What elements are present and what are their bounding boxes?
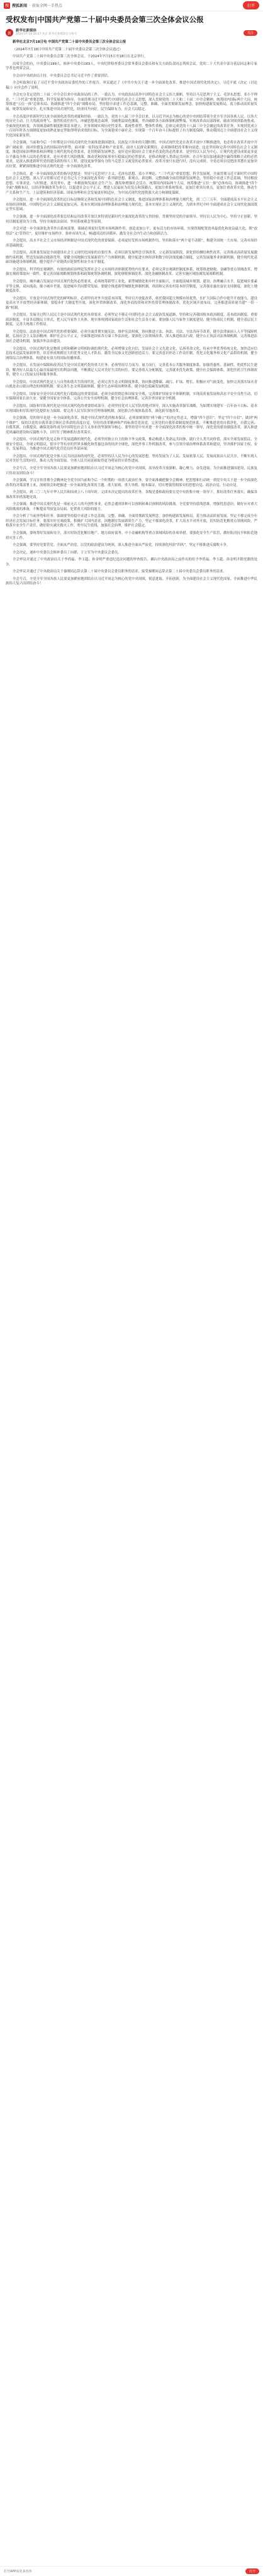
article-paragraph: 全会提出，城乡融合发展是中国式现代化的必然要求。必须统筹新型工业化、新型城镇化和乡村全面振兴，全面提高城乡规划、建设、治理融合水平，促进城乡要素平等交换、双向流动，缩小城乡差别，促进城乡共同繁荣发展。要健全推进新型城镇化体制机制，巩固和完善农村基本经营制度，完善强农惠农富农支持制度，深化土地制度改革。 xyxy=(6,279,257,294)
article-paragraph: 全会分析了当前形势和任务。强调要坚持稳中求进工作总基调，完整、准确、全面贯彻新发展理念，加快构建新发展格局，着力推动高质量发展，坚定不移完成全年经济社会发展目标任务。要落实好宏观政策，积极扩大国内需求，因地制宜发展新质生产力，坚定不移深化改革，扩大高水平对外开放，切实防范化解重点领域风险，严格落实安全生产责任，做好防灾减灾救灾工作，兜牢民生底线，加强社会治理，维护社会稳定。 xyxy=(6,514,257,528)
open-app-bottom-button[interactable]: 打开 xyxy=(245,2568,259,2574)
article-paragraph: 全会号召，全党全军全国各族人民要更加紧密地团结在以习近平同志为核心的党中央周围，高举改革开放旗帜，凝心聚力、奋发进取，为全面推进强国建设、民族复兴伟业而团结奋斗！ xyxy=(6,467,257,475)
bottom-bar xyxy=(0,2566,263,2576)
article-paragraph: 全会充分肯定党的二十届二中全会以来中央政治局的工作。一致认为，中央政治局高举中国特色社会主义伟大旗帜，坚持以马克思列宁主义、毛泽东思想、邓小平理论、“三个代表”重要思想、科学发展观为指导，全面贯彻习近平新时代中国特色社会主义思想，深入贯彻党的二十大和二十届二中全会精神，统筹国内国际两个大局，统筹推进“五位一体”总体布局、协调推进“四个全面”战略布局，坚持稳中求进工作总基调，完整、准确、全面贯彻新发展理念，加快构建新发展格局，着力推动高质量发展，统筹发展和安全，扎实推进中国式现代化，经济回升向好，民生保障有力，社会大局稳定。 xyxy=(6,93,257,112)
article-paragraph: 全会提出，高水平社会主义市场经济体制是中国式现代化的重要保障。必须更好发挥市场机制作用，坚持和落实“两个毫不动摇”，构建全国统一大市场，完善市场经济基础制度。 xyxy=(6,239,257,248)
article-body xyxy=(6,55,257,587)
article-paragraph: 中国共产党第二十届中央委员会第三次全体会议，于2024年7月15日至18日在北京举行。 xyxy=(13,55,148,59)
article-paragraph: 全会审议并通过了中央政治局关于李尚福、李玉超、孙金明严重违纪违法问题的审查报告，确认中央政治局之前作出的给予李尚福、李玉超、孙金明开除党籍的处分。 xyxy=(6,558,257,567)
article-paragraph: 全会提出，高质量发展是全面建设社会主义现代化国家的首要任务。必须以新发展理念引领改革，立足新发展阶段，深化供给侧结构性改革，完善推动高质量发展激励约束机制，塑造发展新动能新优势。要健全因地制宜发展新质生产力体制机制，健全促进实体经济和数字经济深度融合制度，完善发展服务业体制机制，健全现代化基础设施建设体制机制，健全提升产业链供应链韧性和安全水平制度。 xyxy=(6,251,257,265)
article-paragraph: 全会强调，学习宣传贯彻全会精神是全党全国当前和今后一个时期的一项重大政治任务。要全面准确把握全会精神，把思想和行动统一到党中央关于进一步全面深化改革的决策部署上来，深刻领会和把握进一步全面深化改革的主题、重大原则、重大举措、根本保证，切实增强贯彻落实的思想自觉、政治自觉、行动自觉。 xyxy=(6,479,257,487)
article-paragraph: 全会强调，进一步全面深化改革要总结和运用改革开放以来特别是新时代全面深化改革的宝贵经验，贯彻坚持党的全面领导、坚持以人民为中心、坚持守正创新、坚持以制度建设为主线、坚持全面依法治国、坚持系统观念等原则。 xyxy=(6,214,257,224)
sohu-logo-icon: 搜 xyxy=(4,3,10,9)
article-paragraph: 全会提出，发展全过程人民民主是中国式现代化的本质要求。必须坚定不移走中国特色社会主义政治发展道路，坚持和完善我国根本政治制度、基本政治制度、重要政治制度，丰富各层级民主形式，把人民当家作主具体、现实体现到国家政治生活和社会生活各方面。要加强人民当家作主制度建设，健全协商民主机制，健全基层民主制度，完善大统战工作格局。 xyxy=(6,313,257,327)
article-paragraph: 全会强调，当前和今后一个时期是以中国式现代化全面推进强国建设、民族复兴伟业的关键时期。中国式现代化是在改革开放中不断推进的，也必将在改革开放中开辟广阔前景。面对纷繁复杂的国际国内形势，面对新一轮科技革命和产业变革，面对人民群众新期待，必须继续把改革推向前进。这是坚持和完善中国特色社会主义制度、推进国家治理体系和治理能力现代化的必然要求，是贯彻新发展理念、更好适应我国社会主要矛盾变化的必然要求，是坚持以人民为中心、让现代化建设成果更多更公平惠及全体人民的必然要求，是应对重大风险挑战、推动党和国家事业行稳致远的必然要求，是推动构建人类命运共同体、在百年变局加速演进中赢得战略主动的必然要求，是深入推进新时代党的建设新的伟大工程、建设更加坚强有力的马克思主义政党的必然要求。改革开放只有进行时，没有完成时。全党必须自觉把改革摆在更加突出位置，紧紧围绕推进中国式现代化进一步全面深化改革。 xyxy=(6,141,257,169)
article-paragraph: 全会对进一步全面深化改革作出系统部署，强调必须更好发挥市场机制作用，创造更加公平、更有活力的市场环境，实现资源配置效率最优化和效益最大化，既“放得活”又“管得住”，更好维护市场秩序、弥补市场失灵，畅通国民经济循环，激发全社会内生动力和创新活力。 xyxy=(6,227,257,236)
author-bar xyxy=(6,28,257,38)
article-paragraph: 全会提出，法治是中国式现代化的重要保障。必须全面贯彻实施宪法，维护宪法权威，协同推进立法、执法、司法、守法各环节改革，健全法律面前人人平等保障机制，弘扬社会主义法治精神，维护社会公平正义，全面推进国家各方面工作法治化。要深化立法领域改革，深入推进依法行政，健全公正执法司法体制机制，完善推进法治社会建设机制，加强涉外法治建设。 xyxy=(6,330,257,343)
article-paragraph: 全会强调，要坚持党要管党、全面从严治党，以党的政治建设为统领，深入推进全面从严治党，持续深化纠治“四风”，坚定不移推进反腐败斗争。 xyxy=(13,543,230,548)
article-paragraph: 全会强调，推进中国式现代化是一项前无古人的开创性事业，必然会遇到各种可以预料和难以预料的风险挑战。全党要坚持底线思维，增强忧患意识，做好应对重大风险挑战的准备，不断提高驾驭复杂局面、处置重大风险的能力。 xyxy=(6,502,257,511)
open-app-link[interactable]: 打开APP看更多内容 xyxy=(4,2570,32,2573)
app-banner xyxy=(0,0,263,11)
article-paragraph: 全会强调，党的领导是进一步全面深化改革、推进中国式现代化的根本保证。必须深刻领悟“两个确立”的决定性意义，增强“四个意识”、坚定“四个自信”、做到“两个维护”，保持以党的自我革命引领社会革命的高度自觉，坚持用改革精神和严的标准管党治党，完善党的自我革命制度规范体系，不断推进党的自我净化、自我完善、自我革新、自我提高，确保党始终成为中国特色社会主义事业的坚强领导核心。要坚持党中央对进一步全面深化改革的集中统一领导，深化党的建设制度改革，深入推进党风廉政建设和反腐败斗争，以钉钉子精神抓好改革落实。 xyxy=(6,416,257,435)
article-paragraph: 全会提出，国防和军队现代化是中国式现代化的重要组成部分。必须坚持党对人民军队的绝对领导，深入实施改革强军战略，为如期实现建军一百年奋斗目标、基本实现国防和军队现代化提供有力保障。要完善人民军队领导管理体制机制，深化联合作战体系改革，深化跨军地改革。 xyxy=(6,404,257,413)
article-title: 受权发布|中国共产党第二十届中央委员会第三次全体会议公报 xyxy=(6,15,204,24)
article-paragraph: 全会提出，中国式现代化是物质文明和精神文明相协调的现代化。必须增强文化自信，发展社会主义先进文化，弘扬革命文化，传承中华优秀传统文化，加快适应信息技术迅猛发展新形势，培育形成规模宏大的优秀文化人才队伍，激发全民族文化创新创造活力。要完善意识形态工作责任制，优化文化服务和文化产品供给机制，健全网络综合治理体系，构建更有效力的国际传播体系。 xyxy=(6,347,257,360)
article-paragraph: 全会提出，进一步全面深化改革的总目标是继续完善和发展中国特色社会主义制度，推进国家治理体系和治理能力现代化。到二〇三五年，全面建成高水平社会主义市场经济体制，中国特色社会主义制度更加完善，基本实现国家治理体系和治理能力现代化，基本实现社会主义现代化，为到本世纪中叶全面建成社会主义现代化强国奠定坚实基础。 xyxy=(6,198,257,212)
article-paragraph: 全会提出，在发展中保障和改善民生是中国式现代化的重大任务。必须坚持尽力而为、量力而行，完善基本公共服务制度体系，加强普惠性、基础性、兜底性民生建设，解决好人民最关心最直接最现实的利益问题，不断满足人民对美好生活的向往。要完善收入分配制度，完善就业优先政策，健全社会保障体系，深化医药卫生体制改革，健全人口发展支持和服务体系。 xyxy=(6,364,257,377)
article-paragraph: 全会提出，开放是中国式现代化的鲜明标识。必须坚持对外开放基本国策，坚持以开放促改革，依托我国超大规模市场优势，在扩大国际合作中提升开放能力，建设更高水平开放型经济新体制。要稳步扩大制度型开放，深化外贸体制改革，深化外商投资和对外投资管理体制改革，优化区域开放布局，完善推进高质量共建“一带一路”机制。 xyxy=(6,296,257,310)
open-app-button[interactable]: 打开 xyxy=(243,1,259,9)
article-paragraph: 全会提出，中国式现代化是全体人民共同富裕的现代化。必须坚持以人民为中心的发展思想，坚持发展为了人民、发展依靠人民、发展成果由人民共享，不断实现人民对美好生活的向往，推动人的全面发展、全体人民共同富裕取得更为明显的实质性进展。 xyxy=(6,454,257,464)
article-paragraph: 全会强调，要统筹好发展和安全，落实好防范化解房地产、地方政府债务、中小金融机构等重点领域风险的各项举措。要强化安全生产监管，做好防汛抗旱和防范地质灾害工作。 xyxy=(6,531,257,540)
brand-slogan: · 获取全网一手热点 xyxy=(30,4,62,8)
article-lead: 新华社北京7月18日电 中国共产党第二十届中央委员会第三次全体会议公报 xyxy=(13,40,126,44)
brand-name: 搜狐新闻 xyxy=(12,4,28,8)
article-paragraph: 全会提出，中国式现代化是走和平发展道路的现代化。必须坚持独立自主的和平外交政策，推动构建人类命运共同体，践行全人类共同价值，落实全球发展倡议、全球安全倡议、全球文明倡议，倡导平等有序的世界多极化和普惠包容的经济全球化，深化外事工作机制改革，参与引领全球治理体系改革和建设，坚决维护国家主权、安全、发展利益，为推进中国式现代化营造良好外部环境。 xyxy=(6,438,257,452)
article-paragraph: 全会提出，国家安全是中国式现代化行稳致远的重要基础。必须全面贯彻总体国家安全观，完善维护国家安全体制机制，实现高质量发展和高水平安全良性互动，切实保障国家长治久安。要健全国家安全体系，完善公共安全治理机制，健全社会治理体系，完善涉外国家安全机制。 xyxy=(6,392,257,401)
article-paragraph: 全会高度评价新时代以来全面深化改革的成就和经验。一致认为，党的十八届三中全会以来，以习近平同志为核心的党中央团结带领全党全军全国各族人民，以伟大的历史主动、巨大的政治勇气、强烈的责任担当，冲破思想观念束缚，突破利益固化藩篱，坚决破除各方面体制机制弊端，实现改革由局部探索、破冰突围到系统集成、全面深化的转变，各领域基础性制度框架基本建立，许多领域实现历史性变革、系统性重塑、整体性重构，总体完成党的十八届三中全会确定的改革任务，实现到党成立一百周年时各方面制度更加成熟更加定型取得明显成效的目标，为全面建成小康社会、实现第一个百年奋斗目标提供了有力制度保障，推动我国迈上全面建设社会主义现代化国家新征程。 xyxy=(6,114,257,138)
author-avatar[interactable]: 新 xyxy=(6,29,13,36)
article-date-note: （2024年7月18日中国共产党第二十届中央委员会第三次全体会议通过） xyxy=(13,47,123,52)
article-paragraph: 全会提出，科学的宏观调控、有效的政府治理是发挥社会主义市场经济体制优势的内在要求。必须完善宏观调控制度体系，统筹推进财税、金融等重点领域改革，增强宏观政策取向一致性。要完善国家战略规划体系和政策统筹协调机制，深化财税体制改革，深化金融体制改革，完善实施区域协调发展战略机制。 xyxy=(6,267,257,277)
article-paragraph: 全会指出，进一步全面深化改革的指导思想是：坚持马克思列宁主义、毛泽东思想、邓小平理论、“三个代表”重要思想、科学发展观，全面贯彻习近平新时代中国特色社会主义思想，深入学习贯彻习近平总书记关于全面深化改革的一系列新思想、新观点、新论断，完整准确全面贯彻新发展理念，坚持稳中求进工作总基调，坚持解放思想、实事求是、与时俱进、求真务实，进一步解放和发展社会生产力、激发和增强社会活力，统筹国内国际两个大局，统筹推进“五位一体”总体布局，协调推进“四个全面”战略布局，以经济体制改革为牵引，以促进社会公平正义、增进人民福祉为出发点和落脚点，更加注重系统集成，更加注重突出重点，更加注重改革实效，推动生产关系和生产力、上层建筑和经济基础、国家治理和社会发展更好相适应，为中国式现代化提供强大动力和制度保障。 xyxy=(6,172,257,195)
article-paragraph: 全会听取和讨论了习近平受中央政治局委托作的工作报告，审议通过了《中共中央关于进一步全面深化改革、推进中国式现代化的决定》。习近平就《决定（讨论稿）》向全会作了说明。 xyxy=(6,81,257,90)
article-paragraph: 全会决定，递补中央委员会候补委员丁向群、于立军为中央委员会委员。 xyxy=(13,550,121,555)
article-paragraph: 全会由中央政治局主持。中央委员会总书记习近平作了重要讲话。 xyxy=(13,74,111,78)
article-paragraph: 全会审议并通过了中央政治局关于秦刚同志辞去第二十届中央委员会委员职务的请求，接受秦刚同志辞去第二十届中央委员会委员职务的请求。 xyxy=(13,570,227,574)
author-name[interactable]: 新华社新媒体 xyxy=(16,29,37,33)
article-paragraph: 出席全会的有，中央委员199人，候补中央委员165人。中央纪律检查委员会常务委员会委员和有关方面负责同志列席会议。党的二十大代表中部分基层同志和专家学者也列席会议。 xyxy=(6,62,257,71)
author-meta: 2024-07-18 20:47 北京 新华社新媒体官方账号 xyxy=(16,33,77,36)
author-info xyxy=(16,29,243,36)
follow-button[interactable]: 关注 xyxy=(243,30,257,36)
article xyxy=(0,11,263,587)
article-paragraph: 全会提出，到二〇二九年中华人民共和国成立八十周年时，完成本决定提出的改革任务。各级党委和政府要在党中央的集中统一领导下，抓好改革任务落实，确保各项改革举措落地见效。 xyxy=(6,491,257,499)
article-paragraph: 全会提出，中国式现代化是人与自然和谐共生的现代化。必须完善生态文明制度体系，协同推进降碳、减污、扩绿、增长，积极应对气候变化，加快完善落实绿水青山就是金山银山理念的体制机制。要完善生态文明基础体制，健全生态环境治理体系，健全绿色低碳发展机制。 xyxy=(6,380,257,389)
article-paragraph: 全会号召，全党全军全国各族人民要更加紧密地团结在以习近平同志为核心的党中央周围，锐意进取、开拓创新，为全面建设社会主义现代化国家、全面推进中华民族伟大复兴而团结奋斗！ xyxy=(6,577,257,586)
